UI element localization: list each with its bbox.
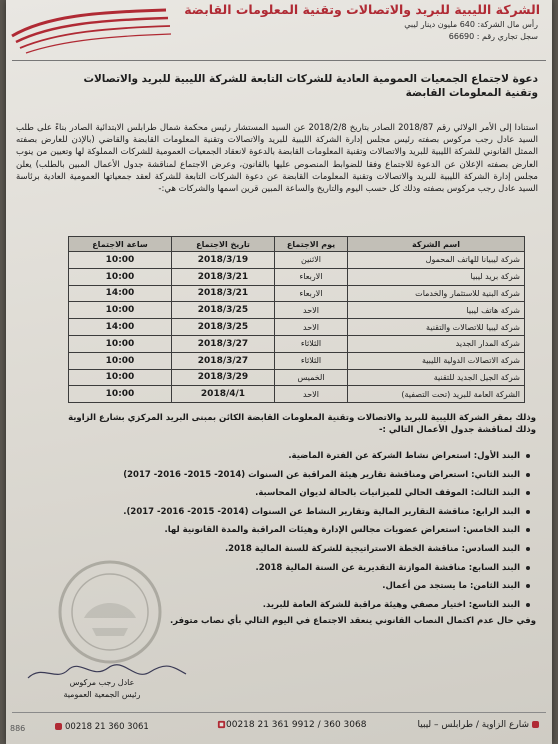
- cell-time: 10:00: [69, 302, 172, 319]
- footer-phone-text: 00218 21 361 9912 / 360 3068: [226, 720, 367, 730]
- signatory-title: رئيس الجمعية العمومية: [63, 690, 141, 699]
- list-item: البند الخامس: استعراض عضويات مجالس الإدارة وهيئات المراقبة والمدة القانونية لها.: [80, 524, 520, 536]
- footer-address-text: شارع الزاوية / طرابلس – ليبيا: [417, 720, 529, 730]
- cell-date: 2018/3/27: [172, 335, 275, 352]
- cell-date: 2018/3/21: [172, 268, 275, 285]
- header-company: اسم الشركة: [348, 237, 525, 252]
- header-day: يوم الاجتماع: [275, 237, 348, 252]
- footer-pobox: [10, 724, 25, 733]
- table-row: [69, 302, 525, 319]
- company-name: الشركة الليبية للبريد والاتصالات وتقنية المعلومات القابضة: [184, 2, 540, 17]
- cell-date: 2018/4/1: [172, 386, 275, 403]
- header-divider: [12, 60, 546, 61]
- cell-day: الثلاثاء: [275, 352, 348, 369]
- fax-icon: [55, 723, 62, 730]
- intro-paragraph: استنادا إلى الأمر الولائي رقم 2018/87 الصادر بتاريخ 2018/2/8 عن السيد المستشار رئيس محكمة شمال طرابلس الابتدائية الصادر بناءً على طلب السيد عادل رجب مركوس بصفته رئيس مجلس إدارة الشركة الليبية للبريد والاتصالات وتقنية المعلومات القابضة والقاضي (بالإذن للعارض بصفته الممثل القانوني للشركة الليبية للبريد والاتصالات وتقنية المعلومات القابضة بالدعوة لانعقاد الجمعيات العمومية للشركات المملوكة لها وتعيين من ينوب العارض بصفته الإعلان عن الدعوة للاجتماع وفقا للضوابط المنصوص عليها بالقانون، وعرض الاجتماع لمناقشة جدول الأعمال المبين بالطلب) يعلن مجلس إدارة الشركة الليبية للبريد والاتصالات وتقنية المعلومات القابضة عن دعوة الشركات التابعة للشركة لعقد جمعياتها العمومية العادية برئاسة السيد عادل رجب مركوس بصفته وذلك كل حسب اليوم والتاريخ والساعة المبين قرين اسمها والشركات هي:-: [16, 123, 538, 195]
- table-row: [69, 335, 525, 352]
- cell-time: 10:00: [69, 335, 172, 352]
- table-row: [69, 252, 525, 269]
- header-date: تاريخ الاجتماع: [172, 237, 275, 252]
- company-capital: رأس مال الشركة: 640 مليون دينار ليبي: [404, 20, 538, 29]
- footer: [6, 716, 552, 738]
- phone-icon: [217, 720, 226, 729]
- cell-company: شركة البنية للاستثمار والخدمات: [348, 285, 525, 302]
- cell-time: 10:00: [69, 352, 172, 369]
- table-row: [69, 285, 525, 302]
- list-item: البند السابع: مناقشة الموازنة التقديرية عن السنة المالية 2018.: [80, 562, 520, 574]
- cell-company: شركة المدار الجديد: [348, 335, 525, 352]
- quorum-note: وفي حال عدم اكتمال النصاب القانوني ينعقد الاجتماع في اليوم التالي بأي نصاب متوفر.: [169, 616, 536, 626]
- cell-company: شركة بريد ليبيا: [348, 268, 525, 285]
- footer-phone: [214, 720, 366, 730]
- cell-date: 2018/3/19: [172, 252, 275, 269]
- table-row: [69, 268, 525, 285]
- cell-date: 2018/3/21: [172, 285, 275, 302]
- official-stamp-icon: [54, 556, 166, 674]
- cell-company: شركة ليبيا للاتصالات والتقنية: [348, 319, 525, 336]
- document-title-line1: دعوة لاجتماع الجمعيات العمومية العادية للشركات التابعة للشركة الليبية للبريد والاتصالات: [83, 73, 538, 85]
- meetings-table: [68, 236, 525, 403]
- cell-time: 14:00: [69, 285, 172, 302]
- cell-date: 2018/3/29: [172, 369, 275, 386]
- cell-company: شركة الجيل الجديد للتقنية: [348, 369, 525, 386]
- cell-day: الاثنين: [275, 252, 348, 269]
- venue-paragraph: [16, 412, 536, 436]
- footer-fax-text: 00218 21 360 3061: [65, 722, 149, 732]
- cell-date: 2018/3/27: [172, 352, 275, 369]
- cell-day: الاربعاء: [275, 268, 348, 285]
- list-item: البند الثاني: استعراض ومناقشة تقارير هيئة المراقبة عن السنوات (2014- 2015- 2016- 2017): [80, 469, 520, 481]
- list-item: البند الرابع: مناقشة التقارير المالية وتقارير النشاط عن السنوات (2014- 2015- 2016- 2017).: [80, 506, 520, 518]
- cell-company: شركة ليبيانا للهاتف المحمول: [348, 252, 525, 269]
- cell-date: 2018/3/25: [172, 302, 275, 319]
- company-registration: سجل تجاري رقم : 66690: [448, 32, 538, 41]
- list-item: البند الثالث: الموقف الحالي للميزانيات بالحالة لديوان المحاسبة.: [80, 487, 520, 499]
- letterhead: [6, 0, 552, 62]
- cell-time: 14:00: [69, 319, 172, 336]
- cell-time: 10:00: [69, 252, 172, 269]
- footer-address: [418, 720, 542, 730]
- signatory-name: عادل رجب مركوس: [69, 678, 135, 687]
- footer-fax: [52, 722, 149, 732]
- list-item: البند الثامن: ما يستجد من أعمال.: [80, 580, 520, 592]
- table-row: [69, 386, 525, 403]
- cell-day: الاحد: [275, 302, 348, 319]
- list-item: البند التاسع: اختيار مصفي وهيئة مراقبة للشركة العامة للبريد.: [80, 599, 520, 611]
- cell-time: 10:00: [69, 369, 172, 386]
- cell-company: الشركة العامة للبريد (تحت التصفية): [348, 386, 525, 403]
- cell-time: 10:00: [69, 268, 172, 285]
- cell-day: الاحد: [275, 386, 348, 403]
- document-title-line2: وتقنية المعلومات القابضة: [405, 87, 538, 99]
- cell-day: الاربعاء: [275, 285, 348, 302]
- list-item: البند السادس: مناقشة الخطة الاستراتيجية للشركة للسنة المالية 2018.: [80, 543, 520, 555]
- location-icon: [532, 721, 539, 728]
- footer-pobox-text: 886: [10, 724, 26, 733]
- document-title: [38, 72, 538, 100]
- cell-day: الثلاثاء: [275, 335, 348, 352]
- list-item: البند الأول: استعراض نشاط الشركة عن الفترة الماضية.: [80, 450, 520, 462]
- table-row: [69, 369, 525, 386]
- cell-date: 2018/3/25: [172, 319, 275, 336]
- cell-day: الخميس: [275, 369, 348, 386]
- document-page: [6, 0, 552, 744]
- header-time: ساعة الاجتماع: [69, 237, 172, 252]
- cell-company: شركة هاتف ليبيا: [348, 302, 525, 319]
- table-header-row: [69, 237, 525, 252]
- company-logo-icon: [6, 2, 176, 56]
- cell-company: شركة الاتصالات الدولية الليبية: [348, 352, 525, 369]
- venue-line: وذلك بمقر الشركة الليبية للبريد والاتصالات وتقنية المعلومات القابضة الكائن بمبنى البريد المركزي بشارع الزاوية: [68, 413, 536, 423]
- cell-day: الاحد: [275, 319, 348, 336]
- agenda-intro: وذلك لمناقشة جدول الأعمال التالي :-: [379, 425, 536, 435]
- cell-time: 10:00: [69, 386, 172, 403]
- footer-divider: [12, 712, 546, 713]
- table-row: [69, 352, 525, 369]
- table-row: [69, 319, 525, 336]
